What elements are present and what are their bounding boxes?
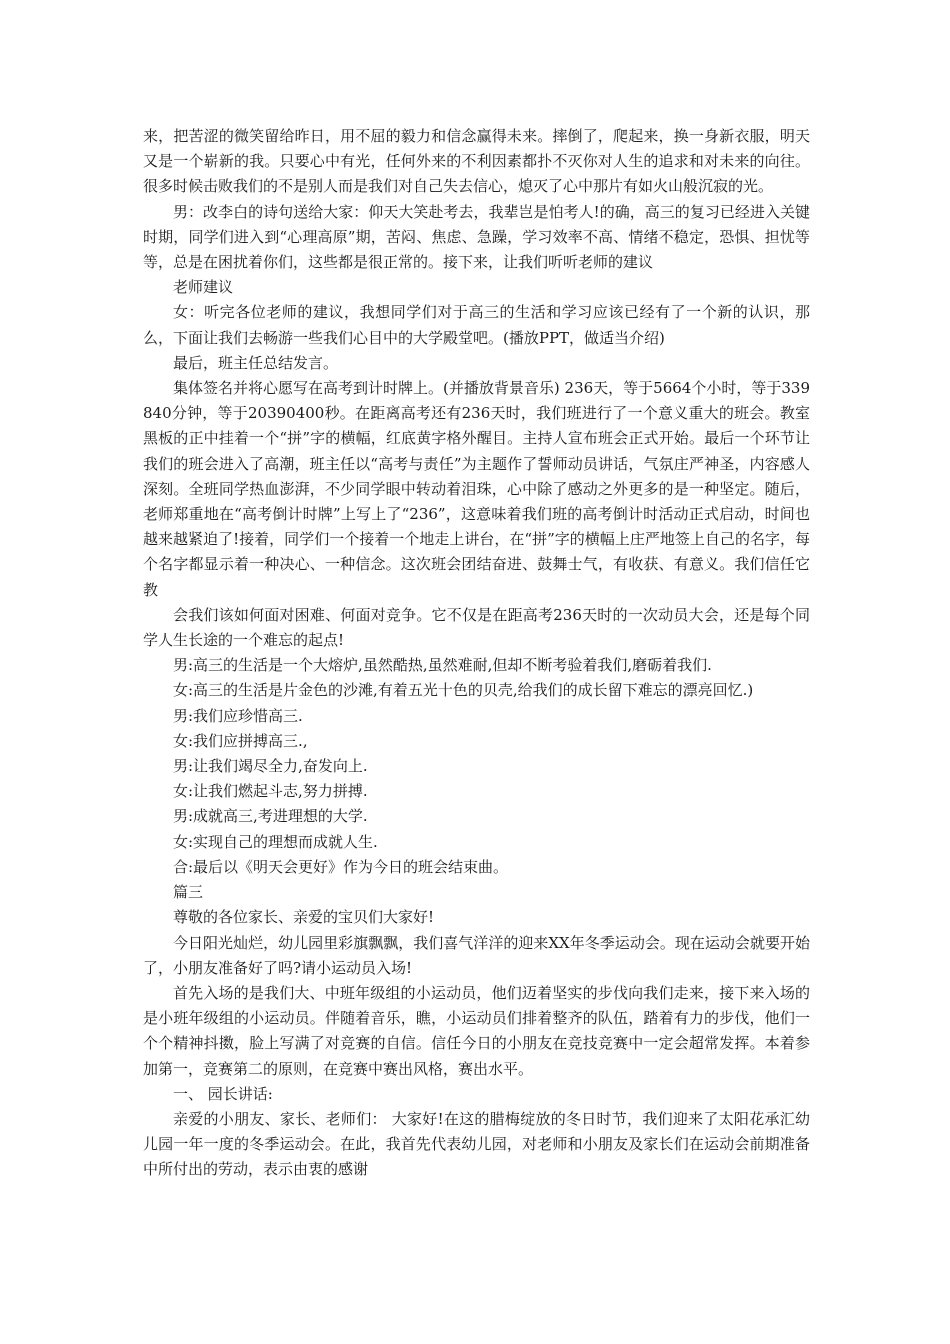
paragraph: 男：改李白的诗句送给大家：仰天大笑赴考去，我辈岂是怕考人!的确，高三的复习已经进入关键时期，同学们进入到“心理高原”期，苦闷、焦虑、急躁，学习效率不高、情绪不稳定，恐惧、担忧等等，总是在困扰着你们，这些都是很正常的。接下来，让我们听听老师的建议 [143, 202, 810, 272]
dialogue-line: 女:实现自己的理想而成就人生. [173, 832, 378, 851]
paragraph: 亲爱的小朋友、家长、老师们： 大家好!在这的腊梅绽放的冬日时节，我们迎来了太阳花承汇幼儿园一年一度的冬季运动会。在此，我首先代表幼儿园，对老师和小朋友及家长们在运动会前期准备中所付出的劳动，表示由衷的感谢 [143, 1109, 810, 1179]
paragraph: 最后，班主任总结发言。 [173, 353, 339, 372]
section-heading: 老师建议 [173, 278, 234, 297]
paragraph: 今日阳光灿烂，幼儿园里彩旗飘飘，我们喜气洋洋的迎来XX年冬季运动会。现在运动会就要开始了，小朋友准备好了吗?请小运动员入场! [143, 933, 810, 977]
paragraph: 来，把苦涩的微笑留给昨日，用不屈的毅力和信念赢得未来。摔倒了，爬起来，换一身新衣服，明天又是一个崭新的我。只要心中有光，任何外来的不利因素都扑不灭你对人生的追求和对未来的向往。很多时候击败我们的不是别人而是我们对自己失去信心，熄灭了心中那片有如火山般沉寂的光。 [143, 127, 810, 196]
section-heading: 一、 园长讲话: [173, 1084, 273, 1103]
paragraph: 会我们该如何面对困难、何面对竞争。它不仅是在距高考236天时的一次动员大会，还是每个同学人生长途的一个难忘的起点! [143, 605, 810, 650]
dialogue-line: 女:让我们燃起斗志,努力拼搏. [173, 782, 368, 801]
dialogue-line: 男:高三的生活是一个大熔炉,虽然酷热,虽然难耐,但却不断考验着我们,磨砺着我们. [173, 656, 712, 675]
dialogue-line: 男:让我们竭尽全力,奋发向上. [173, 757, 368, 776]
dialogue-line: 合:最后以《明天会更好》作为今日的班会结束曲。 [173, 857, 509, 876]
dialogue-line: 女:高三的生活是片金色的沙滩,有着五光十色的贝壳,给我们的成长留下难忘的漂亮回忆.) [173, 681, 754, 700]
paragraph: 女：听完各位老师的建议，我想同学们对于高三的生活和学习应该已经有了一个新的认识，那么，下面让我们去畅游一些我们心目中的大学殿堂吧。(播放PPT，做适当介绍) [143, 303, 810, 347]
dialogue-line: 男:我们应珍惜高三. [173, 706, 303, 725]
paragraph: 集体签名并将心愿写在高考到计时牌上。(并播放背景音乐) 236天，等于5664个小时，等于339840分钟，等于20390400秒。在距离高考还有236天时，我们班进行了一个意义重大的班会。教室黑板的正中挂着一个“拼”字的横幅，红底黄字格外醒目。主持人宣布班会正式开始。最后一个环节让我们的班会进入了高潮，班主任以“高考与责任”为主题作了誓师动员讲话，气氛庄严神圣，内容感人深刻。全班同学热血澎湃，不少同学眼中转动着泪珠，心中除了感动之外更多的是一种坚定。随后，老师郑重地在“高考倒计时牌”上写上了“236”，这意味着我们班的高考倒计时活动正式启动，时间也越来越紧迫了!接着，同学们一个接着一个地走上讲台，在“拼”字的横幅上庄严地签上自己的名字，每个名字都显示着一种决心、一种信念。这次班会团结奋进、鼓舞士气，有收获、有意义。我们信任它教 [143, 379, 810, 599]
dialogue-line: 女:我们应拼搏高三., [173, 731, 308, 750]
paragraph: 尊敬的各位家长、亲爱的宝贝们大家好! [173, 908, 435, 927]
paragraph: 首先入场的是我们大、中班年级组的小运动员，他们迈着坚实的步伐向我们走来，接下来入场的是小班年级组的小运动员。伴随着音乐，瞧，小运动员们排着整齐的队伍，踏着有力的步伐，他们一个个精神抖擞，脸上写满了对竞赛的自信。信任今日的小朋友在竞技竞赛中一定会超常发挥。本着参加第一，竞赛第二的原则，在竞赛中赛出风格，赛出水平。 [143, 983, 810, 1078]
dialogue-line: 男:成就高三,考进理想的大学. [173, 807, 368, 826]
section-heading: 篇三 [173, 883, 204, 902]
